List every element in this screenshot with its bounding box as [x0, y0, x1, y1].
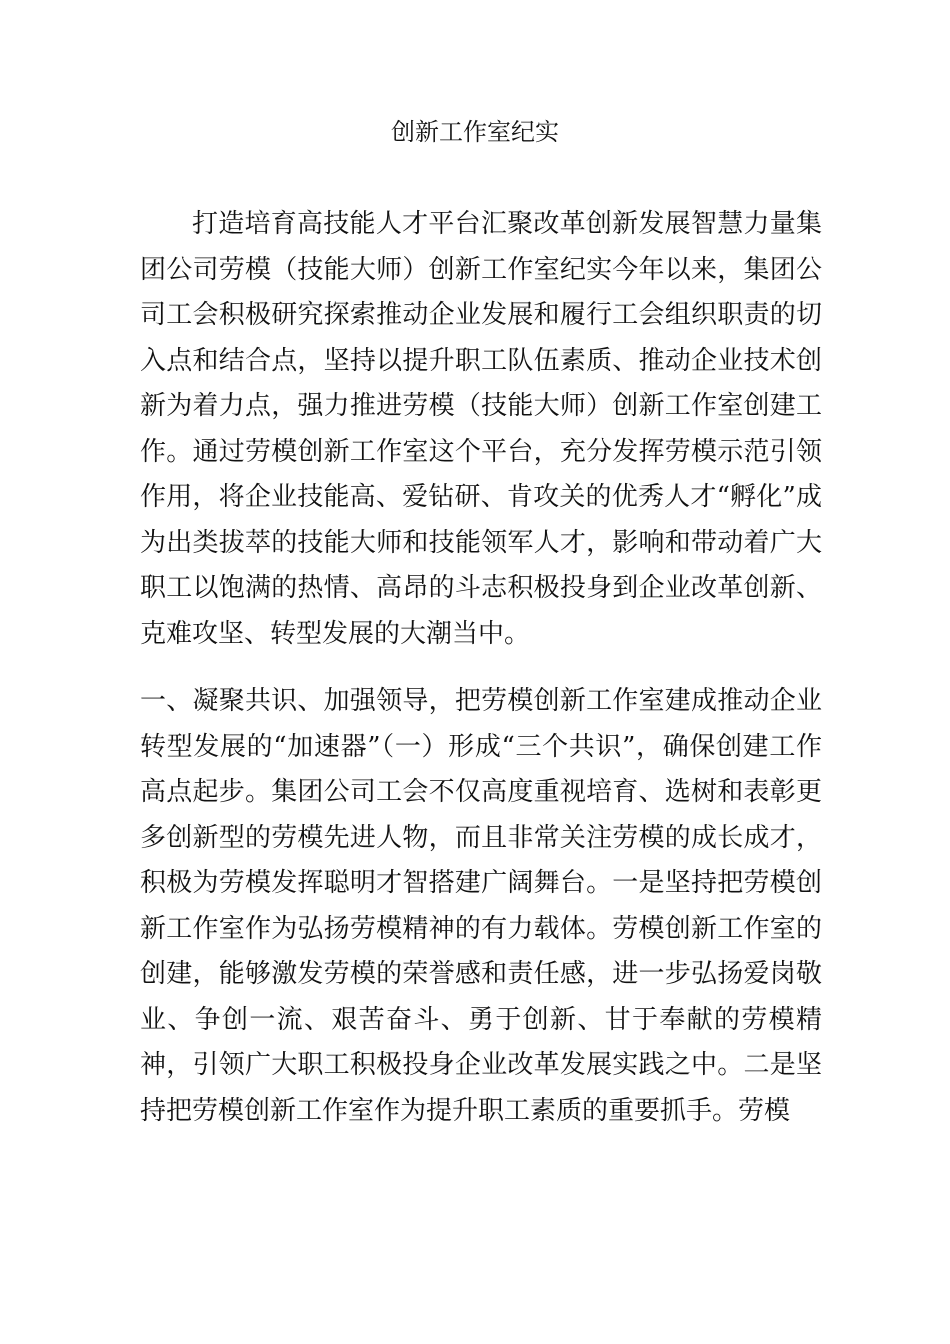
- section-one-paragraph: 一、凝聚共识、加强领导，把劳模创新工作室建成推动企业转型发展的“加速器”（一）形成“三个共识”，确保创建工作高点起步。集团公司工会不仅高度重视培育、选树和表彰更多创新型的劳模先进人物，而且非常关注劳模的成长成才，积极为劳模发挥聪明才智搭建广阔舞台。一是坚持把劳模创新工作室作为弘扬劳模精神的有力载体。劳模创新工作室的创建，能够激发劳模的荣誉感和责任感，进一步弘扬爱岗敬业、争创一流、艰苦奋斗、勇于创新、甘于奉献的劳模精神，引领广大职工积极投身企业改革发展实践之中。二是坚持把劳模创新工作室作为提升职工素质的重要抓手。劳模: [140, 686, 822, 1126]
- intro-paragraph: 打造培育高技能人才平台汇聚改革创新发展智慧力量集团公司劳模（技能大师）创新工作室纪实今年以来，集团公司工会积极研究探索推动企业发展和履行工会组织职责的切入点和结合点，坚持以提升职工队伍素质、推动企业技术创新为着力点，强力推进劳模（技能大师）创新工作室创建工作。通过劳模创新工作室这个平台，充分发挥劳模示范引领作用，将企业技能高、爱钻研、肯攻关的优秀人才“孵化”成为出类拔萃的技能大师和技能领军人才，影响和带动着广大职工以饱满的热情、高昂的斗志积极投身到企业改革创新、克难攻坚、转型发展的大潮当中。: [140, 209, 822, 649]
- document-title: 创新工作室纪实: [391, 118, 559, 146]
